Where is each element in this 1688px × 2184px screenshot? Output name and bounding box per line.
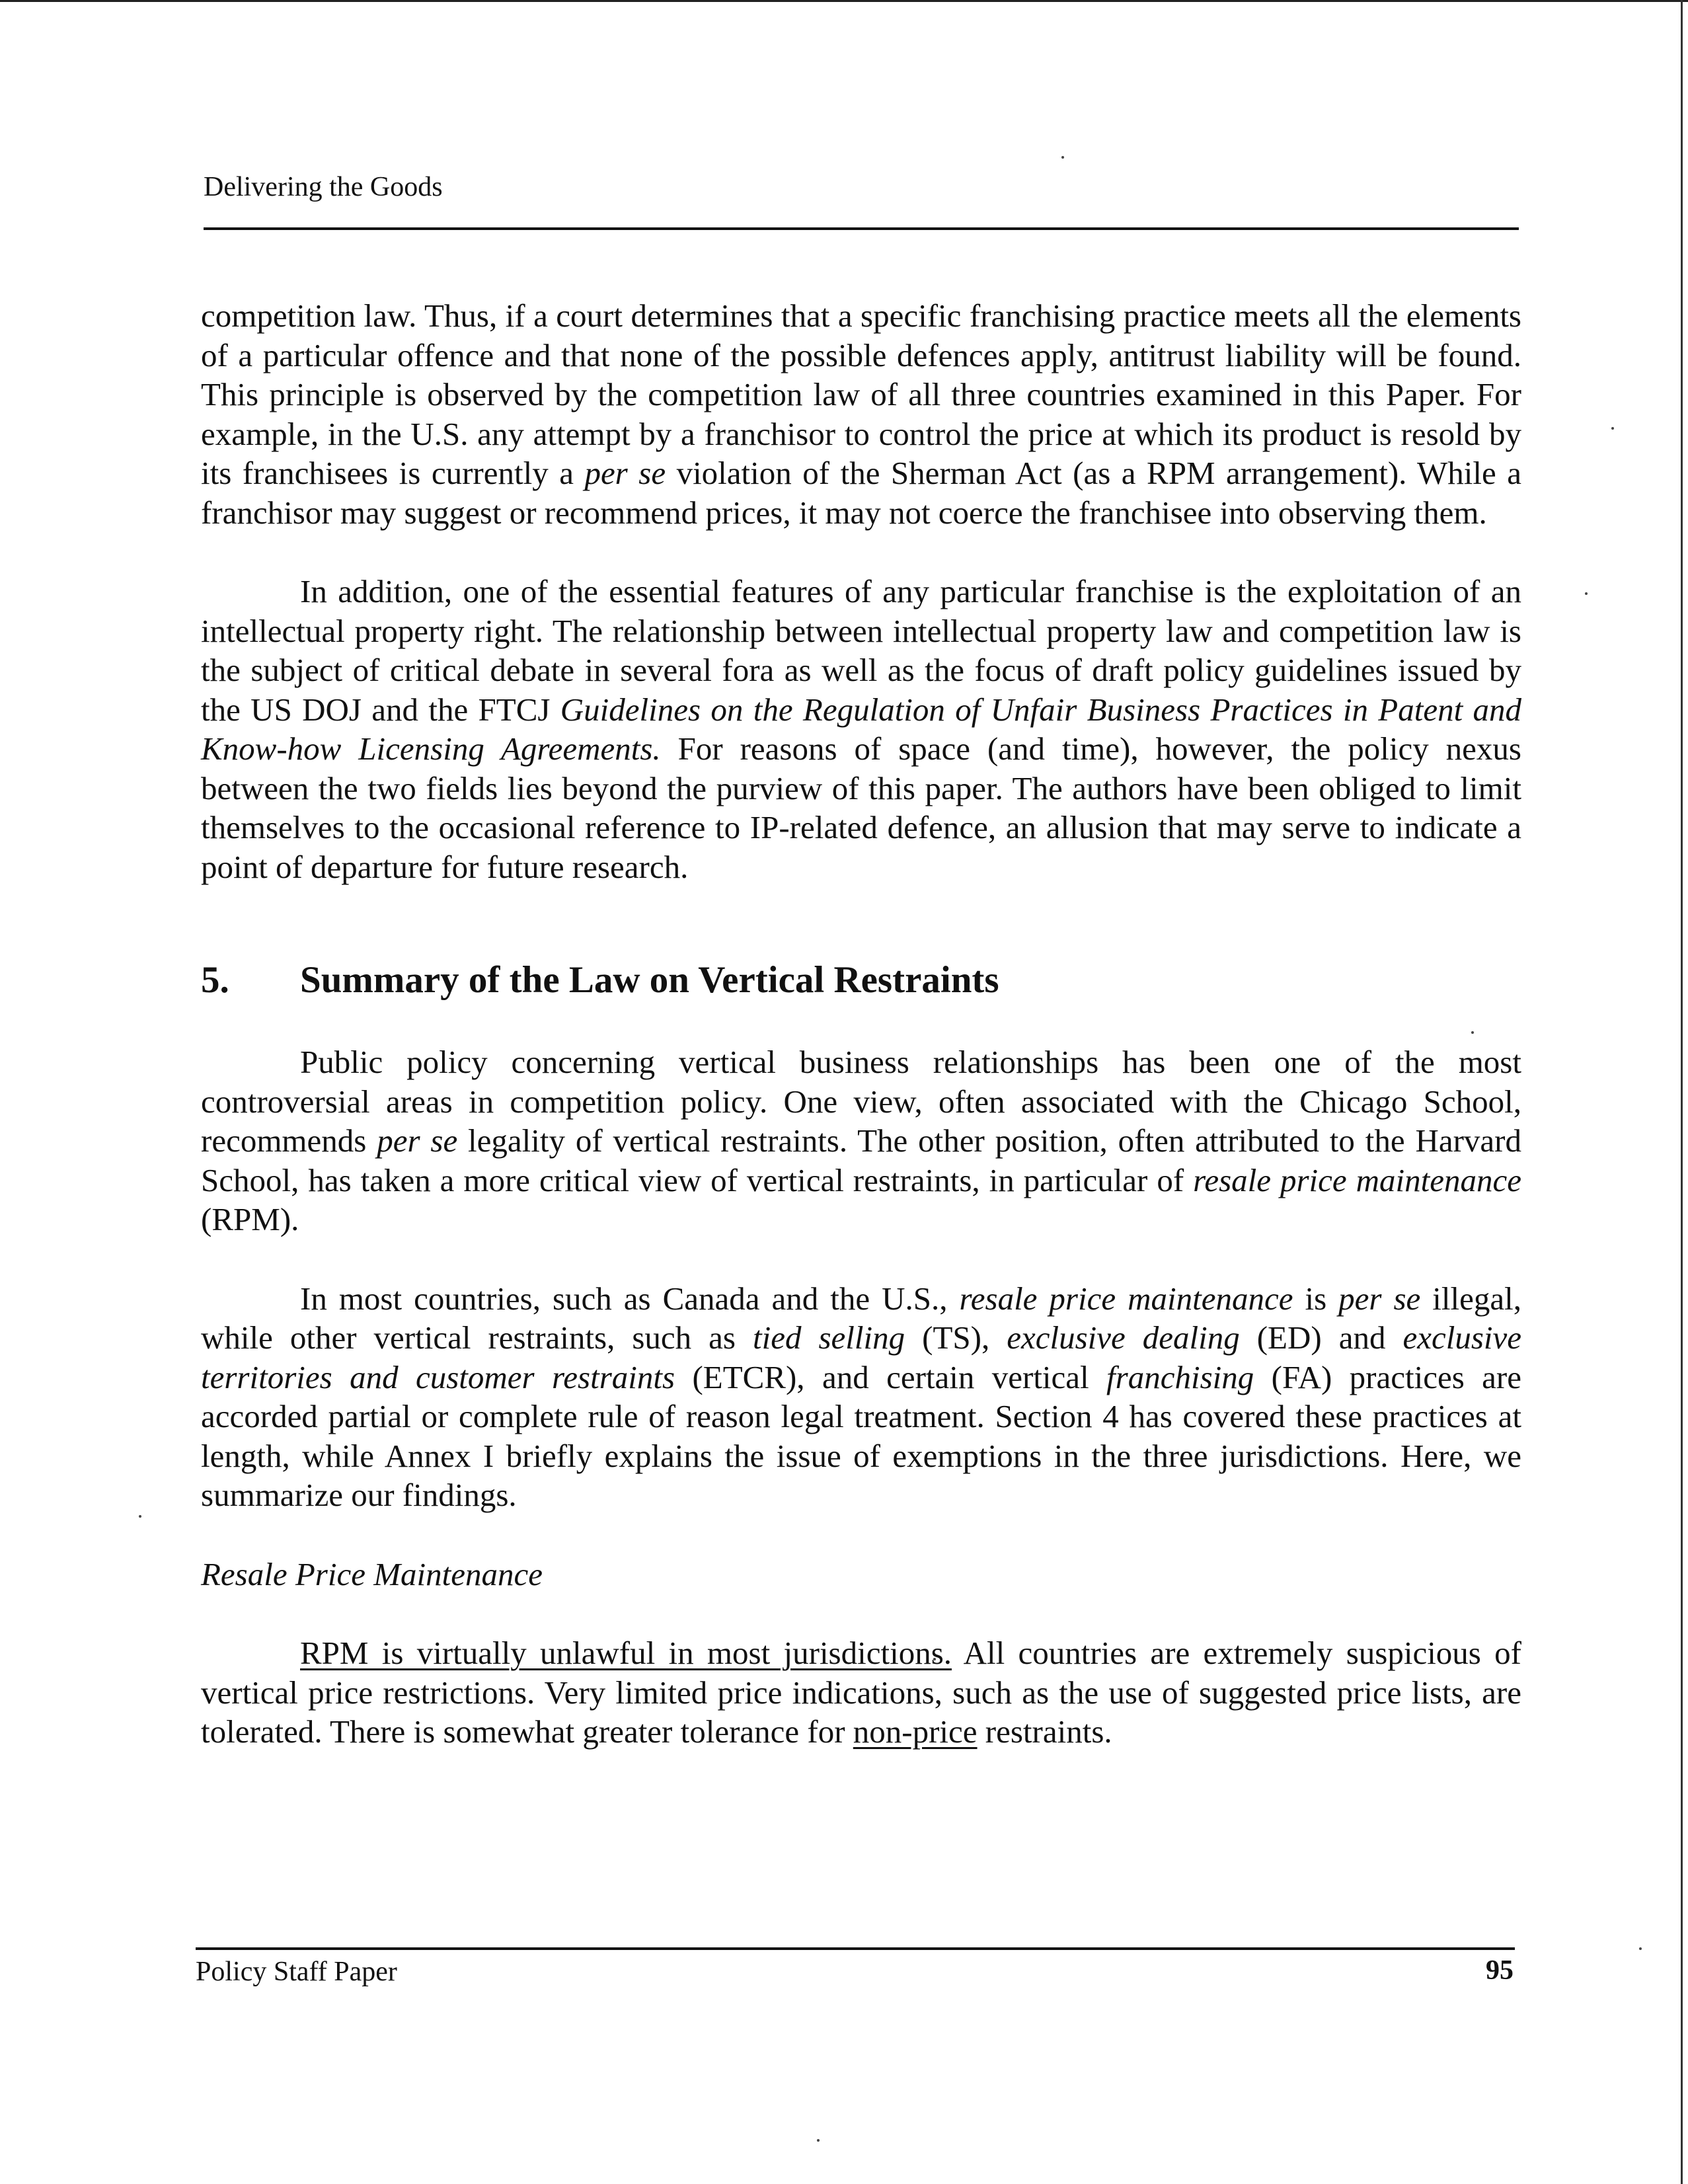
paragraph-text: In addition, one of the essential features of any particular franchise is the exploitation of an intellectual property right. The relationship between intellectual property law and competition law is the subject of critical debate in several fora as well as the focus of draft policy guidelines issued by the US DOJ and the FTCJ xyxy=(201,573,1521,728)
scan-speck xyxy=(1061,156,1064,159)
paragraph-rpm xyxy=(201,1633,1521,1752)
paragraph-text: legality of vertical restraints. The other position, often attributed to the Harvard School, has taken a more critical view of vertical restraints, in particular of xyxy=(201,1122,1521,1198)
underlined-statement: RPM is virtually unlawful in most jurisdictions. xyxy=(300,1635,952,1671)
paragraph-most-countries xyxy=(201,1279,1521,1515)
paragraph-text: (ETCR), and certain vertical xyxy=(675,1358,1107,1395)
section-title: Summary of the Law on Vertical Restraints xyxy=(300,959,999,1001)
italic-term: per se xyxy=(584,455,666,491)
italic-term: franchising xyxy=(1106,1358,1254,1395)
scan-edge-top xyxy=(0,0,1688,2)
paragraph-text: For reasons of space (and time), however, the policy nexus between the two fields lies beyond the purview of this paper. The authors have been obliged to limit themselves to the occasional reference to IP-related defence, an allusion that may serve to indicate a point of departure for future research. xyxy=(201,730,1521,885)
paragraph-text: (ED) and xyxy=(1239,1319,1403,1356)
section-number: 5. xyxy=(201,959,229,1001)
section-heading xyxy=(201,926,1521,1003)
subheading-resale-price-maintenance: Resale Price Maintenance xyxy=(201,1555,543,1592)
footer-rule xyxy=(196,1947,1515,1950)
italic-term: per se xyxy=(377,1122,458,1159)
italic-term: exclusive territories and customer restraints xyxy=(201,1319,1521,1395)
page-number: 95 xyxy=(1486,1955,1514,1986)
paragraph-public-policy xyxy=(201,1042,1521,1239)
footer-series-title: Policy Staff Paper xyxy=(196,1957,397,1987)
paragraph-text: violation of the Sherman Act (as a RPM arrangement). While a franchisor may suggest or recommend prices, it may not coerce the franchisee into observing them. xyxy=(201,455,1522,531)
paragraph-continuation xyxy=(201,296,1521,532)
paragraph-text: competition law. Thus, if a court determines that a specific franchising practice meets all the elements of a particular offence and that none of the possible defences apply, antitrust liability will be found. This principle is observed by the competition law of all three countries examined in this Paper. For example, in the U.S. any attempt by a franchisor to control the price at which its product is resold by its franchisees is currently a xyxy=(201,297,1521,491)
scan-speck xyxy=(1585,592,1588,595)
paragraph-text: All countries are extremely suspicious of vertical price restrictions. Very limited price indications, such as the use of suggested price lists, are tolerated. There is somewhat greater tolerance for xyxy=(201,1635,1521,1750)
paragraph-text: Public policy concerning vertical business relationships has been one of the most controversial areas in competition policy. One view, often associated with the Chicago School, recommends xyxy=(201,1044,1521,1159)
italic-term: tied selling xyxy=(752,1319,905,1356)
italic-term: resale price maintenance xyxy=(1193,1161,1521,1198)
paragraph-text: In most countries, such as Canada and the U.S., xyxy=(300,1280,960,1317)
scan-speck xyxy=(1611,427,1614,430)
paragraph-text: restraints. xyxy=(977,1713,1112,1750)
scan-speck xyxy=(817,2139,820,2142)
italic-term: per se xyxy=(1338,1280,1421,1317)
header-rule xyxy=(204,227,1519,230)
paragraph-text: is xyxy=(1293,1280,1339,1317)
running-header: Delivering the Goods xyxy=(204,172,443,202)
italic-term: exclusive dealing xyxy=(1007,1319,1240,1356)
italic-term: resale price maintenance xyxy=(959,1280,1293,1317)
paragraph-text: illegal, while other vertical restraints, such as xyxy=(201,1280,1521,1356)
guideline-title: Guidelines on the Regulation of Unfair Business Practices in Patent and Know-how Licensing Agreements. xyxy=(201,691,1521,767)
underlined-term: non-price xyxy=(853,1713,978,1750)
page-body xyxy=(201,296,1521,1752)
paragraph-ip-rights xyxy=(201,572,1521,886)
paragraph-text: (FA) practices are accorded partial or complete rule of reason legal treatment. Section 4 has covered these practices at length, while Annex I briefly explains the issue of exemptions in the three jurisdictions. Here, we summarize our findings. xyxy=(201,1358,1521,1513)
scan-speck xyxy=(1639,1947,1642,1950)
paragraph-text: (RPM). xyxy=(201,1201,299,1237)
paragraph-text: (TS), xyxy=(905,1319,1007,1356)
scan-edge-right xyxy=(1681,0,1683,2184)
scan-speck xyxy=(139,1515,141,1518)
